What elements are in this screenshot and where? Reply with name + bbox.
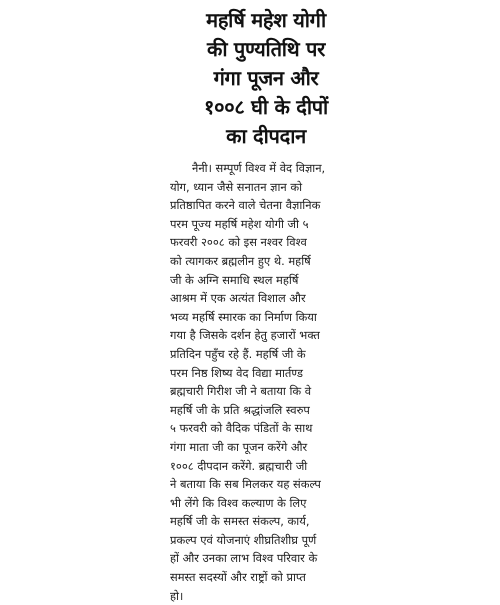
headline-line: महर्षि महेश योगी <box>206 8 326 32</box>
body-line: प्रकल्प एवं योजनाएं शीघ्रतिशीघ्र पूर्ण <box>170 532 317 547</box>
headline-line: का दीपदान <box>226 124 306 148</box>
article-body <box>168 159 364 605</box>
body-line: योग, ध्यान जैसे सनातन ज्ञान को <box>170 179 303 194</box>
body-line: परम पूज्य महर्षि महेश योगी जी ५ <box>170 216 309 231</box>
body-line: जी के अग्नि समाधि स्थल महर्षि <box>170 272 299 287</box>
body-line: प्रतिदिन पहुँच रहे हैं. महर्षि जी के <box>170 346 306 361</box>
body-line: हों और उनका लाभ विश्व परिवार के <box>170 551 318 566</box>
headline <box>168 4 364 151</box>
body-line: प्रतिष्ठापित करने वाले चेतना वैज्ञानिक <box>170 198 321 213</box>
body-line: भी लेंगे कि विश्व कल्याण के लिए <box>170 495 307 510</box>
body-line: ब्रह्मचारी गिरीश जी ने बताया कि वे <box>170 384 312 399</box>
body-line: गया है जिसके दर्शन हेतु हजारों भक्त <box>170 328 320 343</box>
body-line: ५ फरवरी को वैदिक पंडितों के साथ <box>170 421 313 436</box>
body-line: समस्त सदस्यों और राष्ट्रों को प्राप्त <box>170 570 306 585</box>
body-line: परम निष्ठ शिष्य वेद विद्या मार्तण्ड <box>170 365 303 380</box>
body-line: १००८ दीपदान करेंगे. ब्रह्मचारी जी <box>170 458 308 473</box>
body-line: नैनी। सम्पूर्ण विश्व में वेद विज्ञान, <box>192 161 326 175</box>
news-clipping <box>168 4 364 603</box>
body-line: महर्षि जी के प्रति श्रद्धांजलि स्वरुप <box>170 402 310 417</box>
body-line: आश्रम में एक अत्यंत विशाल और <box>170 291 306 306</box>
headline-line: १००८ घी के दीपों <box>204 95 328 119</box>
body-line: महर्षि जी के समस्त संकल्प, कार्य, <box>170 514 310 529</box>
body-line: फरवरी २००८ को इस नश्वर विश्व <box>170 235 307 250</box>
headline-line: गंगा पूजन और <box>213 66 319 90</box>
body-line: ने बताया कि सब मिलकर यह संकल्प <box>170 477 321 492</box>
body-line: गंगा माता जी का पूजन करेंगे और <box>170 439 308 454</box>
headline-line: की पुण्यतिथि पर <box>206 37 325 61</box>
body-line: भव्य महर्षि स्मारक का निर्माण किया <box>170 309 317 324</box>
body-line: हो। <box>170 588 184 603</box>
body-line: को त्यागकर ब्रह्मलीन हुए थे. महर्षि <box>170 253 311 268</box>
